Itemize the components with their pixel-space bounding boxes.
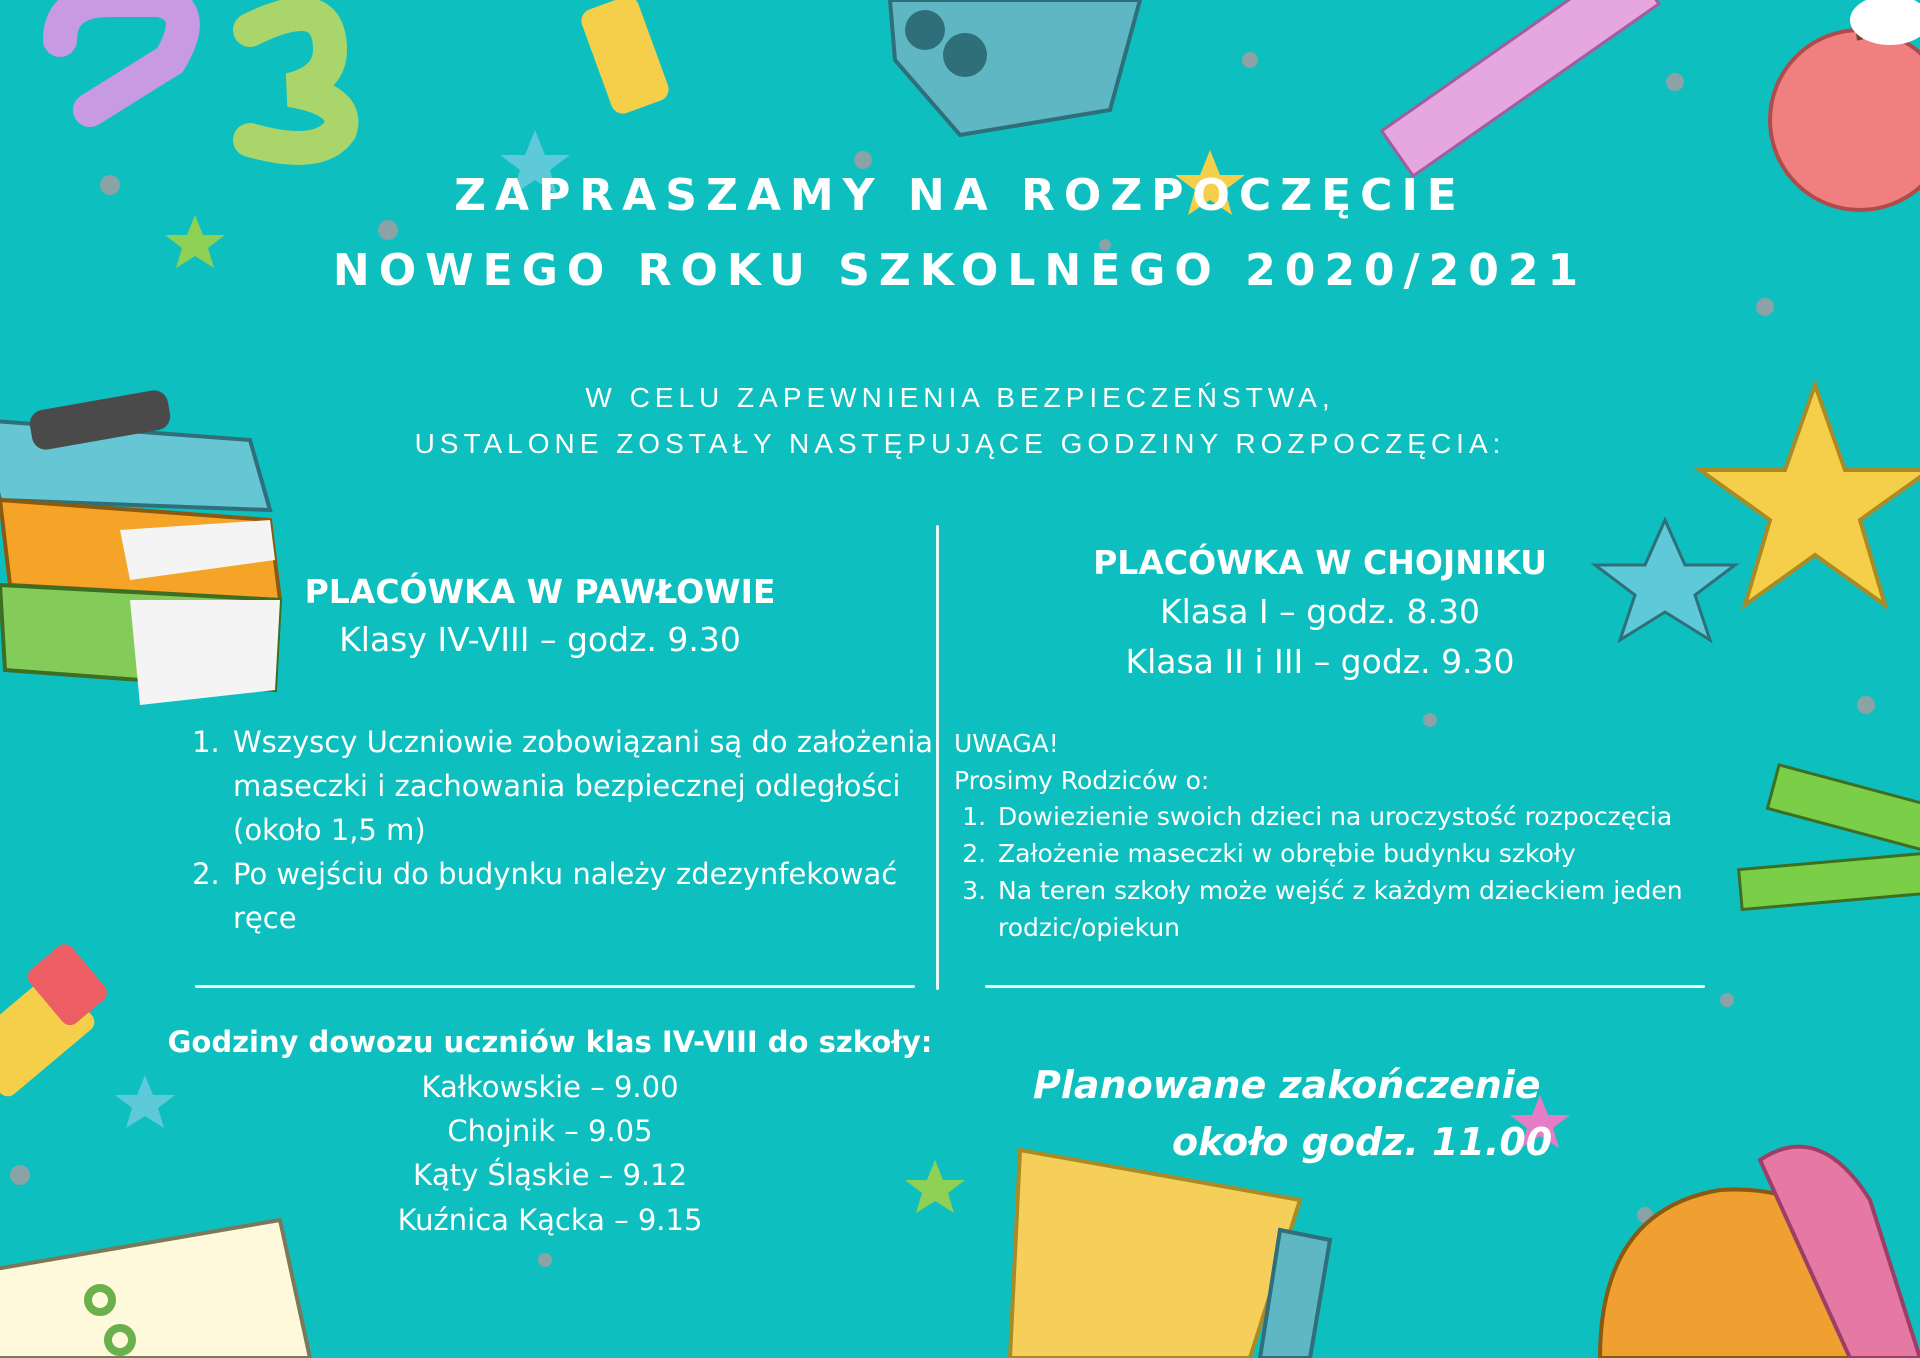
list-item: 3. Na teren szkoły może wejść z każdym dzieckiem jeden rodzic/opiekun bbox=[994, 872, 1754, 946]
transport-stop: Kuźnica Kącka – 9.15 bbox=[397, 1203, 703, 1237]
crayon-icon bbox=[578, 0, 672, 117]
transport-stop: Kałkowskie – 9.00 bbox=[421, 1070, 679, 1104]
list-item: 2. Założenie maseczki w obrębie budynku szkoły bbox=[994, 835, 1754, 872]
pawlow-rules-list bbox=[185, 720, 959, 940]
list-item: 1. Dowiezienie swoich dzieci na uroczystość rozpoczęcia bbox=[994, 798, 1754, 835]
transport-stop: Kąty Śląskie – 9.12 bbox=[412, 1158, 688, 1192]
list-item: 1. Wszyscy Uczniowie zobowiązani są do założenia maseczki i zachowania bezpiecznej odległości (około 1,5 m) bbox=[229, 720, 959, 852]
right-section-divider bbox=[985, 985, 1705, 988]
ending-line1: Planowane zakończenie bbox=[1033, 1063, 1541, 1107]
backpack-icon bbox=[1600, 1147, 1920, 1358]
left-section-divider bbox=[195, 985, 915, 988]
chojnik-heading: PLACÓWKA W CHOJNIKU bbox=[1093, 543, 1547, 582]
chojnik-schedule-line: Klasa I – godz. 8.30 bbox=[1159, 592, 1480, 631]
transport-heading: Godziny dowozu uczniów klas IV-VIII do szkoły: bbox=[167, 1025, 933, 1059]
ruler-icon bbox=[1382, 0, 1659, 176]
page-title-line2: NOWEGO ROKU SZKOLNEGO 2020/2021 bbox=[332, 245, 1588, 296]
numbers-icon bbox=[60, 0, 341, 148]
subtitle-line2: USTALONE ZOSTAŁY NASTĘPUJĄCE GODZINY ROZPOCZĘCIA: bbox=[414, 428, 1506, 459]
notebook-icon bbox=[0, 1220, 310, 1358]
list-item: 2. Po wejściu do budynku należy zdezynfekować ręce bbox=[229, 852, 959, 940]
chojnik-note-title: UWAGA! bbox=[954, 729, 1059, 758]
colored-pencils-icon bbox=[1739, 765, 1920, 910]
chojnik-schedule-line: Klasa II i III – godz. 9.30 bbox=[1125, 642, 1515, 681]
page-title-line1: ZAPRASZAMY NA ROZPOCZĘCIE bbox=[454, 170, 1466, 221]
chojnik-note-intro: Prosimy Rodziców o: bbox=[954, 766, 1210, 795]
chojnik-rules-list bbox=[950, 798, 1754, 946]
sharpener-icon bbox=[890, 0, 1140, 135]
ending-line2: około godz. 11.00 bbox=[1172, 1120, 1553, 1164]
transport-stop: Chojnik – 9.05 bbox=[447, 1114, 653, 1148]
notepad-icon bbox=[1010, 1150, 1330, 1358]
pawlow-heading: PLACÓWKA W PAWŁOWIE bbox=[304, 572, 776, 611]
pencil-icon bbox=[0, 940, 111, 1100]
pawlow-schedule-line: Klasy IV-VIII – godz. 9.30 bbox=[339, 620, 741, 659]
subtitle-line1: W CELU ZAPEWNIENIA BEZPIECZEŃSTWA, bbox=[585, 382, 1335, 413]
